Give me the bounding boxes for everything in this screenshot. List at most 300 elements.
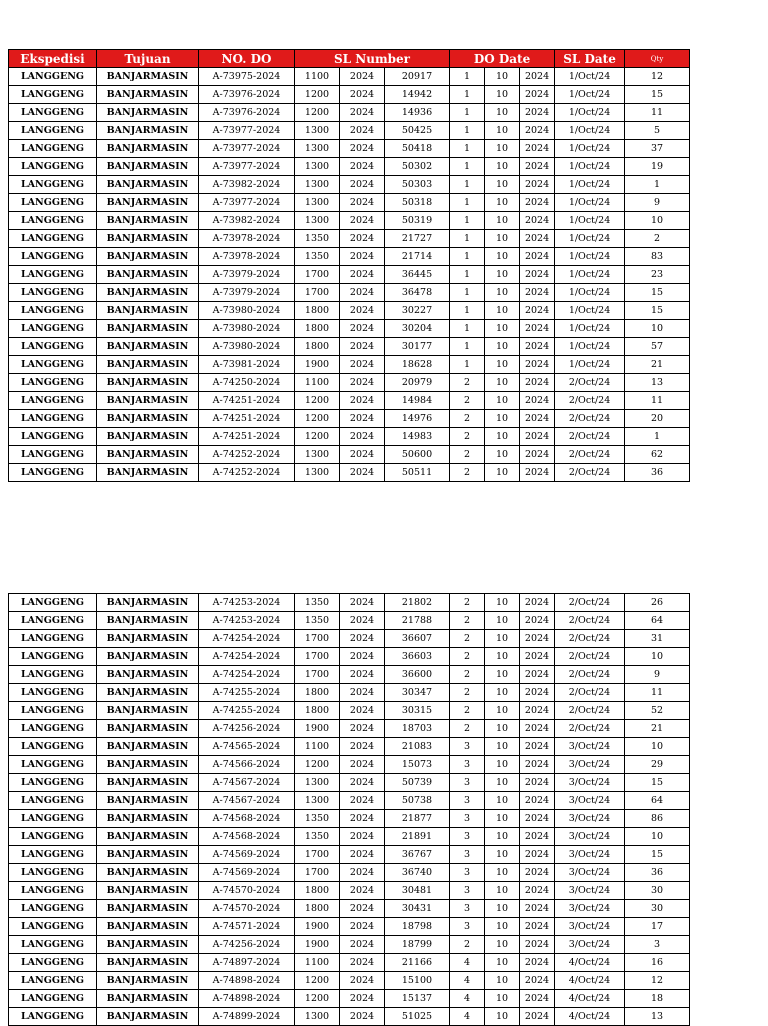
cell-ekspedisi: LANGGENG [9,882,97,900]
cell-do-day: 3 [450,774,485,792]
cell-sl-serial: 21166 [385,954,450,972]
cell-tujuan: BANJARMASIN [97,972,199,990]
cell-sl-date: 1/Oct/24 [555,122,625,140]
do-table-page-2 [8,593,690,1026]
cell-sl-code: 1100 [295,954,340,972]
cell-sl-year: 2024 [340,918,385,936]
cell-sl-serial: 50511 [385,464,450,482]
cell-sl-date: 2/Oct/24 [555,446,625,464]
cell-no-do: A-74898-2024 [199,972,295,990]
cell-do-day: 2 [450,702,485,720]
table-row [9,248,690,266]
cell-do-day: 2 [450,612,485,630]
cell-qty: 10 [625,828,690,846]
cell-sl-serial: 14942 [385,86,450,104]
cell-sl-year: 2024 [340,612,385,630]
table-row [9,266,690,284]
cell-qty: 5 [625,122,690,140]
cell-ekspedisi: LANGGENG [9,392,97,410]
cell-do-year: 2024 [520,122,555,140]
cell-qty: 11 [625,104,690,122]
cell-sl-date: 1/Oct/24 [555,212,625,230]
cell-do-day: 2 [450,684,485,702]
table-row [9,810,690,828]
cell-do-year: 2024 [520,846,555,864]
cell-do-year: 2024 [520,828,555,846]
cell-sl-date: 1/Oct/24 [555,176,625,194]
cell-no-do: A-74565-2024 [199,738,295,756]
cell-ekspedisi: LANGGENG [9,86,97,104]
table-row [9,666,690,684]
cell-no-do: A-74570-2024 [199,900,295,918]
cell-do-month: 10 [485,320,520,338]
cell-sl-year: 2024 [340,302,385,320]
cell-do-year: 2024 [520,954,555,972]
cell-do-month: 10 [485,936,520,954]
cell-do-year: 2024 [520,900,555,918]
cell-qty: 3 [625,936,690,954]
cell-ekspedisi: LANGGENG [9,104,97,122]
cell-sl-year: 2024 [340,356,385,374]
cell-sl-serial: 36767 [385,846,450,864]
cell-ekspedisi: LANGGENG [9,684,97,702]
cell-tujuan: BANJARMASIN [97,68,199,86]
cell-tujuan: BANJARMASIN [97,756,199,774]
cell-do-day: 1 [450,284,485,302]
cell-do-day: 1 [450,104,485,122]
cell-sl-code: 1800 [295,702,340,720]
cell-do-year: 2024 [520,446,555,464]
cell-sl-date: 4/Oct/24 [555,990,625,1008]
cell-do-day: 3 [450,918,485,936]
cell-sl-year: 2024 [340,212,385,230]
cell-qty: 18 [625,990,690,1008]
cell-no-do: A-74570-2024 [199,882,295,900]
cell-ekspedisi: LANGGENG [9,302,97,320]
cell-do-year: 2024 [520,212,555,230]
cell-sl-serial: 30431 [385,900,450,918]
cell-sl-year: 2024 [340,140,385,158]
cell-tujuan: BANJARMASIN [97,194,199,212]
table-row [9,990,690,1008]
cell-sl-code: 1800 [295,338,340,356]
cell-no-do: A-73979-2024 [199,266,295,284]
cell-qty: 29 [625,756,690,774]
cell-ekspedisi: LANGGENG [9,864,97,882]
cell-sl-date: 1/Oct/24 [555,284,625,302]
cell-tujuan: BANJARMASIN [97,392,199,410]
cell-tujuan: BANJARMASIN [97,122,199,140]
cell-ekspedisi: LANGGENG [9,338,97,356]
cell-sl-date: 3/Oct/24 [555,792,625,810]
cell-ekspedisi: LANGGENG [9,464,97,482]
cell-qty: 16 [625,954,690,972]
cell-qty: 57 [625,338,690,356]
cell-sl-code: 1800 [295,882,340,900]
cell-no-do: A-74568-2024 [199,810,295,828]
cell-qty: 13 [625,1008,690,1026]
cell-tujuan: BANJARMASIN [97,374,199,392]
cell-ekspedisi: LANGGENG [9,756,97,774]
cell-sl-date: 1/Oct/24 [555,140,625,158]
cell-tujuan: BANJARMASIN [97,446,199,464]
cell-sl-date: 1/Oct/24 [555,266,625,284]
cell-do-day: 1 [450,356,485,374]
cell-do-month: 10 [485,738,520,756]
cell-ekspedisi: LANGGENG [9,266,97,284]
table-row [9,104,690,122]
table-row [9,882,690,900]
table-row [9,684,690,702]
cell-do-month: 10 [485,990,520,1008]
cell-qty: 11 [625,392,690,410]
cell-sl-date: 3/Oct/24 [555,756,625,774]
cell-sl-date: 2/Oct/24 [555,410,625,428]
cell-do-day: 3 [450,756,485,774]
cell-do-month: 10 [485,374,520,392]
cell-ekspedisi: LANGGENG [9,158,97,176]
cell-qty: 15 [625,86,690,104]
table-row [9,594,690,612]
cell-sl-serial: 20979 [385,374,450,392]
cell-sl-serial: 36600 [385,666,450,684]
cell-ekspedisi: LANGGENG [9,918,97,936]
table-row [9,720,690,738]
cell-sl-code: 1300 [295,122,340,140]
cell-sl-code: 1700 [295,266,340,284]
cell-do-year: 2024 [520,630,555,648]
cell-sl-code: 1200 [295,428,340,446]
cell-do-month: 10 [485,666,520,684]
cell-no-do: A-73979-2024 [199,284,295,302]
cell-do-month: 10 [485,864,520,882]
cell-ekspedisi: LANGGENG [9,900,97,918]
cell-sl-year: 2024 [340,68,385,86]
cell-sl-code: 1300 [295,212,340,230]
cell-do-year: 2024 [520,918,555,936]
cell-qty: 31 [625,630,690,648]
cell-sl-date: 2/Oct/24 [555,684,625,702]
cell-qty: 15 [625,284,690,302]
cell-sl-year: 2024 [340,428,385,446]
cell-do-day: 3 [450,810,485,828]
cell-do-month: 10 [485,648,520,666]
cell-qty: 12 [625,972,690,990]
cell-do-month: 10 [485,248,520,266]
cell-tujuan: BANJARMASIN [97,882,199,900]
cell-sl-serial: 30204 [385,320,450,338]
header-sl-number: SL Number [295,50,450,68]
cell-sl-serial: 50303 [385,176,450,194]
cell-do-day: 1 [450,266,485,284]
cell-sl-serial: 18798 [385,918,450,936]
cell-do-month: 10 [485,1008,520,1026]
cell-sl-year: 2024 [340,104,385,122]
cell-do-month: 10 [485,104,520,122]
cell-ekspedisi: LANGGENG [9,738,97,756]
cell-sl-year: 2024 [340,320,385,338]
cell-qty: 30 [625,900,690,918]
cell-no-do: A-74254-2024 [199,630,295,648]
cell-sl-year: 2024 [340,756,385,774]
table-row [9,410,690,428]
cell-sl-serial: 30347 [385,684,450,702]
cell-do-day: 1 [450,338,485,356]
cell-tujuan: BANJARMASIN [97,774,199,792]
cell-sl-serial: 50739 [385,774,450,792]
cell-do-day: 1 [450,194,485,212]
cell-no-do: A-74251-2024 [199,428,295,446]
cell-sl-code: 1900 [295,356,340,374]
cell-sl-year: 2024 [340,684,385,702]
cell-do-month: 10 [485,828,520,846]
table-row [9,774,690,792]
cell-no-do: A-73980-2024 [199,302,295,320]
header-sl-date: SL Date [555,50,625,68]
cell-do-month: 10 [485,756,520,774]
table-row [9,176,690,194]
cell-do-day: 3 [450,828,485,846]
table-body-page-2 [9,594,690,1026]
cell-do-day: 2 [450,410,485,428]
cell-ekspedisi: LANGGENG [9,648,97,666]
cell-do-year: 2024 [520,882,555,900]
cell-sl-serial: 14976 [385,410,450,428]
cell-sl-year: 2024 [340,464,385,482]
cell-tujuan: BANJARMASIN [97,684,199,702]
cell-sl-date: 4/Oct/24 [555,954,625,972]
cell-sl-serial: 21083 [385,738,450,756]
cell-sl-code: 1350 [295,230,340,248]
cell-sl-date: 1/Oct/24 [555,194,625,212]
cell-sl-date: 3/Oct/24 [555,900,625,918]
cell-no-do: A-74256-2024 [199,936,295,954]
cell-sl-date: 3/Oct/24 [555,882,625,900]
cell-ekspedisi: LANGGENG [9,410,97,428]
cell-sl-year: 2024 [340,86,385,104]
cell-qty: 11 [625,684,690,702]
cell-sl-code: 1100 [295,374,340,392]
cell-do-day: 1 [450,248,485,266]
table-row [9,194,690,212]
cell-sl-code: 1200 [295,410,340,428]
cell-do-year: 2024 [520,284,555,302]
cell-do-year: 2024 [520,374,555,392]
cell-do-day: 2 [450,392,485,410]
cell-sl-code: 1300 [295,194,340,212]
cell-no-do: A-74251-2024 [199,392,295,410]
cell-sl-date: 1/Oct/24 [555,338,625,356]
cell-tujuan: BANJARMASIN [97,410,199,428]
cell-sl-code: 1800 [295,684,340,702]
cell-sl-serial: 21788 [385,612,450,630]
cell-tujuan: BANJARMASIN [97,140,199,158]
cell-no-do: A-73977-2024 [199,194,295,212]
cell-ekspedisi: LANGGENG [9,320,97,338]
cell-do-day: 1 [450,68,485,86]
cell-no-do: A-73976-2024 [199,86,295,104]
cell-qty: 64 [625,792,690,810]
cell-tujuan: BANJARMASIN [97,720,199,738]
cell-tujuan: BANJARMASIN [97,158,199,176]
cell-do-year: 2024 [520,140,555,158]
cell-tujuan: BANJARMASIN [97,738,199,756]
cell-do-year: 2024 [520,338,555,356]
cell-sl-year: 2024 [340,936,385,954]
cell-no-do: A-74567-2024 [199,792,295,810]
cell-sl-date: 1/Oct/24 [555,86,625,104]
cell-do-month: 10 [485,464,520,482]
cell-ekspedisi: LANGGENG [9,936,97,954]
cell-sl-code: 1300 [295,464,340,482]
cell-sl-code: 1700 [295,284,340,302]
table-row [9,1008,690,1026]
cell-sl-code: 1100 [295,738,340,756]
cell-do-year: 2024 [520,248,555,266]
cell-do-year: 2024 [520,702,555,720]
cell-do-day: 1 [450,302,485,320]
cell-do-year: 2024 [520,410,555,428]
cell-sl-serial: 50600 [385,446,450,464]
cell-ekspedisi: LANGGENG [9,374,97,392]
cell-sl-serial: 36740 [385,864,450,882]
cell-do-day: 1 [450,122,485,140]
cell-sl-code: 1350 [295,810,340,828]
cell-qty: 9 [625,666,690,684]
cell-sl-code: 1200 [295,990,340,1008]
cell-sl-date: 1/Oct/24 [555,248,625,266]
cell-sl-serial: 36478 [385,284,450,302]
cell-no-do: A-73982-2024 [199,212,295,230]
cell-sl-serial: 50319 [385,212,450,230]
cell-sl-serial: 21891 [385,828,450,846]
cell-qty: 20 [625,410,690,428]
cell-tujuan: BANJARMASIN [97,864,199,882]
cell-qty: 13 [625,374,690,392]
cell-sl-year: 2024 [340,828,385,846]
cell-tujuan: BANJARMASIN [97,302,199,320]
cell-qty: 12 [625,68,690,86]
cell-no-do: A-73978-2024 [199,248,295,266]
cell-no-do: A-74256-2024 [199,720,295,738]
cell-no-do: A-73980-2024 [199,320,295,338]
cell-do-day: 1 [450,320,485,338]
cell-sl-date: 1/Oct/24 [555,230,625,248]
cell-sl-date: 1/Oct/24 [555,104,625,122]
cell-do-month: 10 [485,284,520,302]
cell-do-month: 10 [485,140,520,158]
cell-qty: 62 [625,446,690,464]
cell-qty: 10 [625,212,690,230]
cell-sl-code: 1200 [295,104,340,122]
cell-do-year: 2024 [520,158,555,176]
table-row [9,954,690,972]
cell-do-month: 10 [485,230,520,248]
table-row [9,630,690,648]
cell-sl-year: 2024 [340,594,385,612]
cell-do-day: 2 [450,446,485,464]
cell-sl-year: 2024 [340,846,385,864]
cell-ekspedisi: LANGGENG [9,356,97,374]
cell-tujuan: BANJARMASIN [97,702,199,720]
cell-sl-year: 2024 [340,374,385,392]
cell-do-year: 2024 [520,936,555,954]
cell-do-day: 2 [450,428,485,446]
cell-sl-year: 2024 [340,792,385,810]
cell-tujuan: BANJARMASIN [97,176,199,194]
cell-no-do: A-74250-2024 [199,374,295,392]
cell-do-day: 3 [450,792,485,810]
table-row [9,702,690,720]
cell-sl-serial: 36607 [385,630,450,648]
cell-do-month: 10 [485,392,520,410]
table-row [9,972,690,990]
cell-ekspedisi: LANGGENG [9,212,97,230]
cell-qty: 52 [625,702,690,720]
cell-no-do: A-74571-2024 [199,918,295,936]
cell-sl-date: 3/Oct/24 [555,846,625,864]
cell-tujuan: BANJARMASIN [97,792,199,810]
cell-sl-serial: 30315 [385,702,450,720]
cell-no-do: A-74567-2024 [199,774,295,792]
cell-sl-serial: 18703 [385,720,450,738]
cell-sl-date: 2/Oct/24 [555,464,625,482]
table-row [9,212,690,230]
cell-sl-date: 1/Oct/24 [555,68,625,86]
table-row [9,464,690,482]
cell-ekspedisi: LANGGENG [9,230,97,248]
cell-no-do: A-74253-2024 [199,594,295,612]
cell-sl-serial: 14936 [385,104,450,122]
cell-tujuan: BANJARMASIN [97,104,199,122]
cell-qty: 36 [625,864,690,882]
cell-do-day: 3 [450,900,485,918]
cell-no-do: A-74569-2024 [199,846,295,864]
cell-tujuan: BANJARMASIN [97,356,199,374]
cell-sl-code: 1800 [295,320,340,338]
cell-do-month: 10 [485,446,520,464]
cell-sl-date: 2/Oct/24 [555,630,625,648]
cell-qty: 17 [625,918,690,936]
cell-sl-year: 2024 [340,284,385,302]
cell-no-do: A-73975-2024 [199,68,295,86]
table-row [9,936,690,954]
cell-sl-code: 1200 [295,392,340,410]
cell-sl-year: 2024 [340,810,385,828]
cell-do-day: 1 [450,230,485,248]
cell-qty: 10 [625,648,690,666]
cell-sl-year: 2024 [340,248,385,266]
table-row [9,738,690,756]
cell-tujuan: BANJARMASIN [97,86,199,104]
cell-do-month: 10 [485,428,520,446]
cell-no-do: A-74897-2024 [199,954,295,972]
cell-do-year: 2024 [520,648,555,666]
cell-sl-serial: 15100 [385,972,450,990]
cell-sl-date: 4/Oct/24 [555,972,625,990]
cell-tujuan: BANJARMASIN [97,594,199,612]
cell-tujuan: BANJARMASIN [97,648,199,666]
header-row [9,50,690,68]
cell-no-do: A-73976-2024 [199,104,295,122]
cell-sl-year: 2024 [340,266,385,284]
cell-sl-serial: 21802 [385,594,450,612]
cell-qty: 1 [625,176,690,194]
cell-do-day: 1 [450,158,485,176]
cell-sl-code: 1350 [295,612,340,630]
cell-sl-serial: 50418 [385,140,450,158]
cell-ekspedisi: LANGGENG [9,1008,97,1026]
